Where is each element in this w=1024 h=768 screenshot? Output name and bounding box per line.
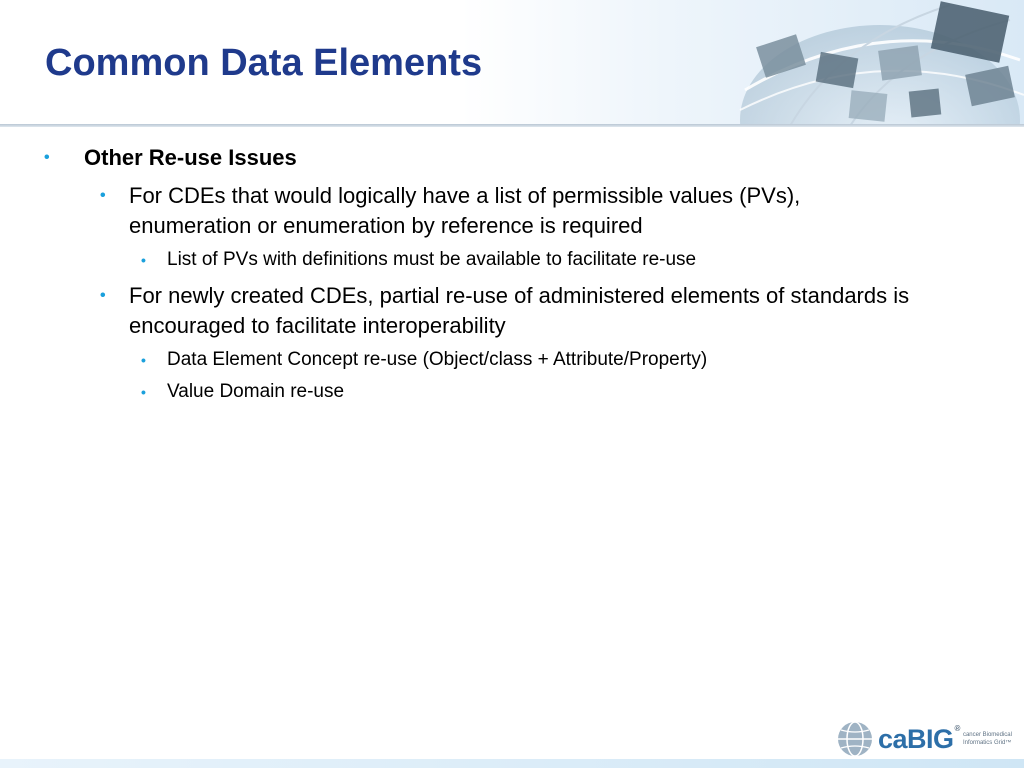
footer-bar — [0, 759, 1024, 768]
globe-icon — [836, 720, 874, 758]
bullet-level1 — [44, 145, 297, 171]
bullet-glyph: • — [141, 352, 146, 368]
bullet-glyph: • — [141, 252, 146, 268]
bullet-text: Other Re-use Issues — [84, 145, 297, 170]
bullet-text: Data Element Concept re-use (Object/class + Attribute/Property) — [167, 349, 708, 370]
logo-tagline: cancer Biomedical Informatics Grid™ — [962, 732, 1012, 746]
bullet-text: For CDEs that would logically have a list of permissible values (PVs), enumeration or enumeration by reference is required — [129, 183, 801, 238]
bullet-text: Value Domain re-use — [167, 381, 345, 402]
bullet-glyph: • — [141, 384, 146, 400]
bullet-level3 — [141, 347, 707, 373]
bullet-glyph: • — [100, 287, 106, 304]
logo-trademark: ® — [954, 723, 960, 733]
bullet-glyph: • — [100, 187, 106, 204]
slide-title: Common Data Elements — [45, 42, 483, 84]
logo-wordmark: caBIG® — [878, 723, 960, 754]
bullet-level3 — [141, 379, 344, 405]
bullet-level2 — [100, 181, 919, 241]
bullet-level3 — [141, 247, 696, 273]
bullet-text: For newly created CDEs, partial re-use of administered elements of standards is encouraged to facilitate interoperability — [129, 283, 910, 338]
bullet-glyph: • — [44, 149, 50, 166]
bullet-text: List of PVs with definitions must be available to facilitate re-use — [167, 249, 697, 270]
cabig-logo — [836, 718, 1024, 760]
bullet-level2 — [100, 281, 919, 341]
